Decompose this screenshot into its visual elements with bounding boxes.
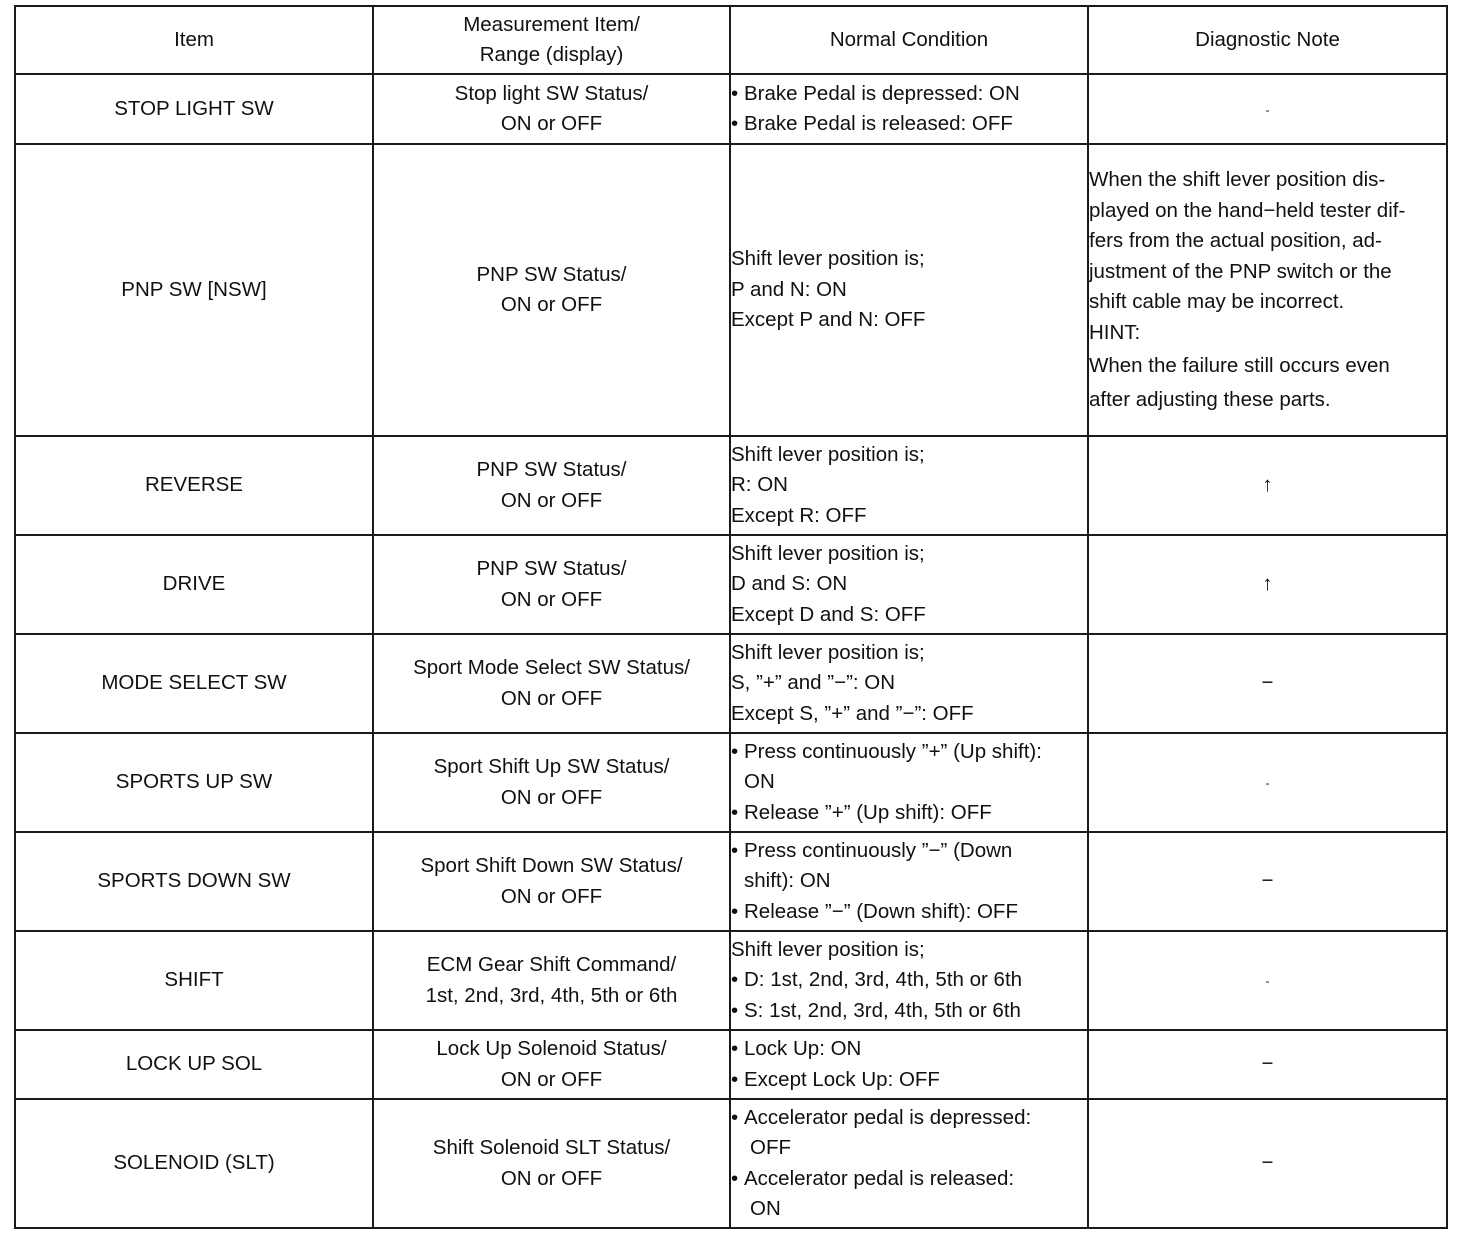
- measurement-cell: Sport Shift Up SW Status/ ON or OFF: [373, 733, 730, 832]
- header-row: [15, 6, 1447, 74]
- note-cell: −: [1088, 634, 1447, 733]
- item-cell: MODE SELECT SW: [15, 634, 373, 733]
- condition-cell: Shift lever position is; D and S: ON Except D and S: OFF: [730, 535, 1088, 634]
- table-row: [15, 144, 1447, 436]
- measurement-cell: Stop light SW Status/ ON or OFF: [373, 74, 730, 144]
- measurement-cell: Sport Shift Down SW Status/ ON or OFF: [373, 832, 730, 931]
- condition-cell: • Brake Pedal is depressed: ON • Brake Pedal is released: OFF: [730, 74, 1088, 144]
- note-cell: [1088, 535, 1447, 634]
- measurement-cell: PNP SW Status/ ON or OFF: [373, 436, 730, 535]
- measurement-cell: Shift Solenoid SLT Status/ ON or OFF: [373, 1099, 730, 1228]
- table-row: [15, 931, 1447, 1030]
- measurement-cell: Sport Mode Select SW Status/ ON or OFF: [373, 634, 730, 733]
- up-arrow-icon: ↑: [1262, 572, 1273, 596]
- condition-cell: Shift lever position is; • D: 1st, 2nd, 3rd, 4th, 5th or 6th • S: 1st, 2nd, 3rd, 4th, 5th or 6th: [730, 931, 1088, 1030]
- note-cell: -: [1088, 74, 1447, 144]
- note-cell: -: [1088, 733, 1447, 832]
- item-cell: PNP SW [NSW]: [15, 144, 373, 436]
- note-cell: When the shift lever position dis- played on the hand−held tester dif- fers from the actual position, ad- justment of the PNP switch or the shift cable may be incorrect. HINT: When the failure still occurs even after adjusting these parts.: [1088, 144, 1447, 436]
- note-cell: −: [1088, 1099, 1447, 1228]
- item-cell: SOLENOID (SLT): [15, 1099, 373, 1228]
- note-cell: [1088, 436, 1447, 535]
- header-diagnostic-note: Diagnostic Note: [1088, 6, 1447, 74]
- condition-cell: • Press continuously ”+” (Up shift): ON • Release ”+” (Up shift): OFF: [730, 733, 1088, 832]
- item-cell: STOP LIGHT SW: [15, 74, 373, 144]
- header-item: Item: [15, 6, 373, 74]
- note-cell: −: [1088, 832, 1447, 931]
- table-row: [15, 1030, 1447, 1099]
- item-cell: REVERSE: [15, 436, 373, 535]
- measurement-cell: ECM Gear Shift Command/ 1st, 2nd, 3rd, 4th, 5th or 6th: [373, 931, 730, 1030]
- condition-cell: Shift lever position is; R: ON Except R: OFF: [730, 436, 1088, 535]
- table-row: [15, 832, 1447, 931]
- note-cell: −: [1088, 1030, 1447, 1099]
- condition-cell: • Press continuously ”−” (Down shift): ON • Release ”−” (Down shift): OFF: [730, 832, 1088, 931]
- table-row: [15, 436, 1447, 535]
- item-cell: SPORTS UP SW: [15, 733, 373, 832]
- table-row: [15, 535, 1447, 634]
- note-cell: -: [1088, 931, 1447, 1030]
- diagnostic-table: [14, 5, 1448, 1229]
- condition-cell: • Lock Up: ON • Except Lock Up: OFF: [730, 1030, 1088, 1099]
- table-row: [15, 74, 1447, 144]
- measurement-cell: PNP SW Status/ ON or OFF: [373, 535, 730, 634]
- up-arrow-icon: ↑: [1262, 473, 1273, 497]
- measurement-cell: Lock Up Solenoid Status/ ON or OFF: [373, 1030, 730, 1099]
- table-row: [15, 733, 1447, 832]
- table-row: [15, 1099, 1447, 1228]
- measurement-cell: PNP SW Status/ ON or OFF: [373, 144, 730, 436]
- table-row: [15, 634, 1447, 733]
- item-cell: SHIFT: [15, 931, 373, 1030]
- condition-cell: Shift lever position is; P and N: ON Except P and N: OFF: [730, 144, 1088, 436]
- item-cell: SPORTS DOWN SW: [15, 832, 373, 931]
- condition-cell: • Accelerator pedal is depressed: OFF • Accelerator pedal is released: ON: [730, 1099, 1088, 1228]
- condition-cell: Shift lever position is; S, ”+” and ”−”: ON Except S, ”+” and ”−”: OFF: [730, 634, 1088, 733]
- item-cell: LOCK UP SOL: [15, 1030, 373, 1099]
- header-measurement: Measurement Item/ Range (display): [373, 6, 730, 74]
- item-cell: DRIVE: [15, 535, 373, 634]
- header-normal-condition: Normal Condition: [730, 6, 1088, 74]
